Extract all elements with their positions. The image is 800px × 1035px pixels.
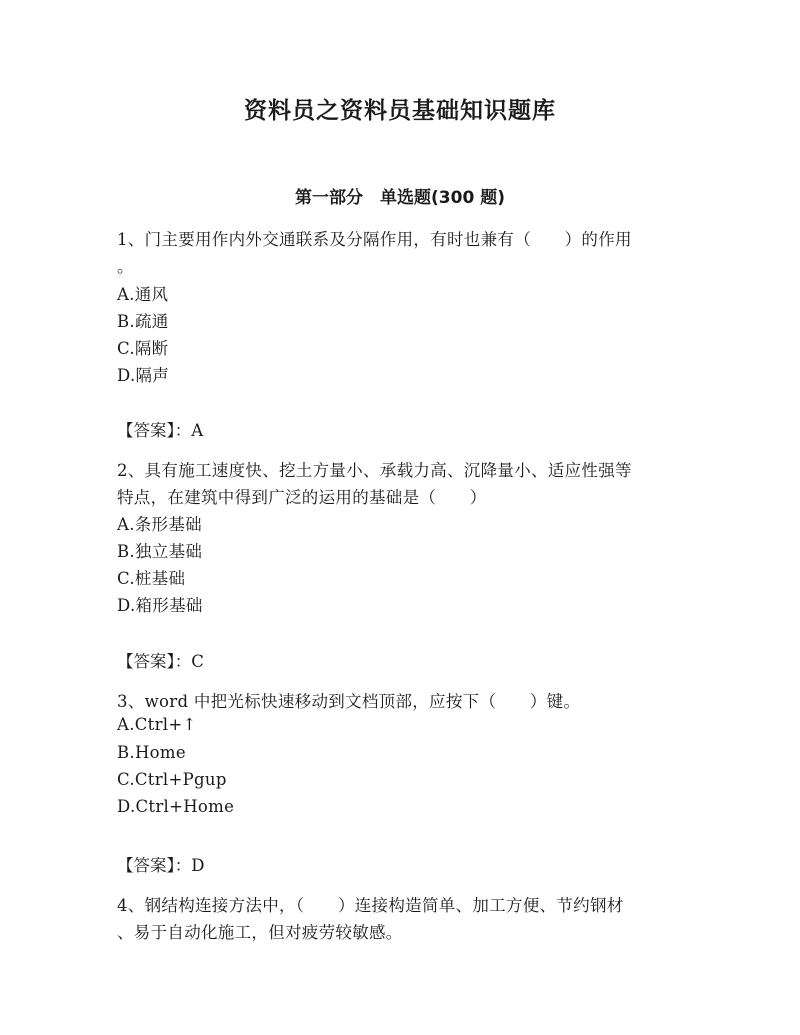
question-4-stem-line-1: 4、钢结构连接方法中，（ ）连接构造简单、加工方便、节约钢材 [117, 896, 624, 915]
question-4-stem-line-2: 、易于自动化施工，但对疲劳较敏感。 [117, 923, 403, 942]
question-3-answer: 【答案】：D [117, 856, 205, 875]
question-1-answer: 【答案】：A [117, 421, 204, 440]
question-2-stem-line-1: 2、具有施工速度快、挖土方量小、承载力高、沉降量小、适应性强等 [117, 461, 632, 480]
question-2-option-d: D.箱形基础 [117, 596, 203, 615]
question-3-option-d: D.Ctrl+Home [117, 797, 235, 816]
question-3-option-a: A.Ctrl+↑ [117, 715, 197, 734]
document-title: 资料员之资料员基础知识题库 [244, 97, 556, 124]
question-3-option-b: B.Home [117, 743, 186, 762]
question-2-option-c: C.桩基础 [117, 569, 186, 588]
question-2-option-b: B.独立基础 [117, 542, 203, 561]
question-2-answer: 【答案】：C [117, 652, 204, 671]
question-1-option-b: B.疏通 [117, 312, 169, 331]
section-heading: 第一部分 单选题(300 题) [295, 188, 505, 208]
question-1-stem-line-1: 1、门主要用作内外交通联系及分隔作用，有时也兼有（ ）的作用 [117, 230, 632, 249]
question-3-option-c: C.Ctrl+Pgup [117, 770, 227, 789]
question-2-stem-line-2: 特点，在建筑中得到广泛的运用的基础是（ ） [117, 488, 487, 507]
question-1-option-c: C.隔断 [117, 339, 169, 358]
question-3-stem-line-1: 3、word 中把光标快速移动到文档顶部，应按下（ ）键。 [117, 692, 581, 711]
question-1-option-a: A.通风 [117, 285, 169, 304]
question-2-option-a: A.条形基础 [117, 515, 202, 534]
question-1-stem-line-2: 。 [117, 257, 134, 276]
question-1-option-d: D.隔声 [117, 366, 170, 385]
